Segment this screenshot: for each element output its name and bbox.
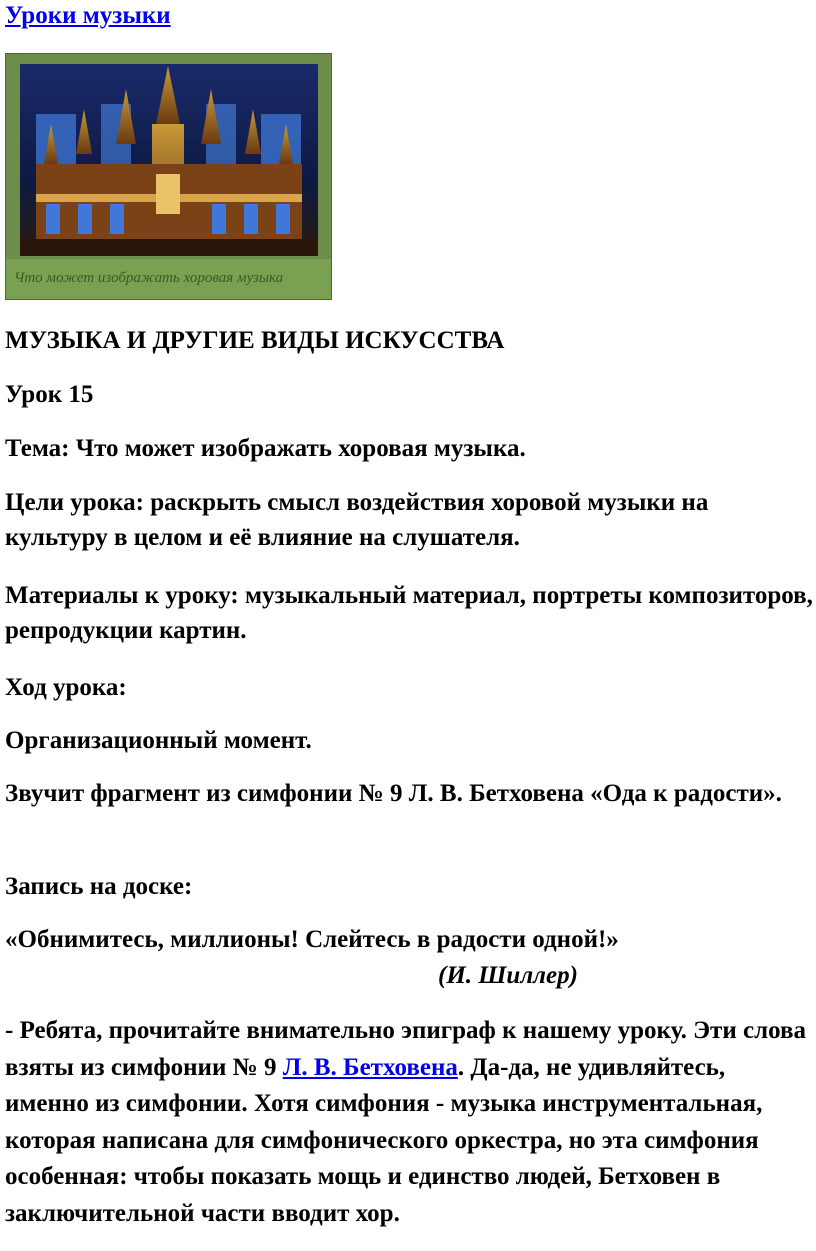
lesson-materials: Материалы к уроку: музыкальный материал, портреты композиторов, репродукции картин. <box>5 582 813 644</box>
board-heading: Запись на доске: <box>5 873 193 900</box>
beethoven-link[interactable]: Л. В. Бетховена <box>282 1053 458 1081</box>
epigraph-quote: «Обнимитесь, миллионы! Слейтесь в радости одной!» <box>5 926 619 953</box>
lesson-goals: Цели урока: раскрыть смысл воздействия хоровой музыки на культуру в целом и её влияние на слушателя. <box>5 489 709 551</box>
music-fragment-note: Звучит фрагмент из симфонии № 9 Л. В. Бетховена «Ода к радости». <box>5 780 782 807</box>
organizational-moment: Организационный момент. <box>5 727 312 754</box>
lesson-number: Урок 15 <box>5 381 94 408</box>
figure-caption: Что может изображать хоровая музыка <box>14 270 284 286</box>
cathedral-image <box>5 53 332 300</box>
epigraph-author: (И. Шиллер) <box>438 962 578 989</box>
lesson-topic: Тема: Что может изображать хоровая музыка. <box>5 435 526 462</box>
cathedral-illustration <box>6 54 331 299</box>
lesson-progress-heading: Ход урока: <box>5 674 127 701</box>
paragraph-text-start: - Ребята, прочитайте внимательно эпиграф к нашему уроку. Эти слова взяты из симфонии № 9 <box>5 1017 806 1081</box>
section-title: МУЗЫКА И ДРУГИЕ ВИДЫ ИСКУССТВА <box>5 327 505 354</box>
lesson-paragraph <box>5 1013 815 1232</box>
paragraph-text-end: . Да-да, не удивляйтесь, именно из симфонии. Хотя симфония - музыка инструментальная, которая написана для симфонического оркестра, но эта симфония особенная: чтобы показать мощь и единство людей, Бетховен в заключительной части вводит хор. <box>5 1053 763 1227</box>
lessons-link[interactable]: Уроки музыки <box>5 2 171 29</box>
